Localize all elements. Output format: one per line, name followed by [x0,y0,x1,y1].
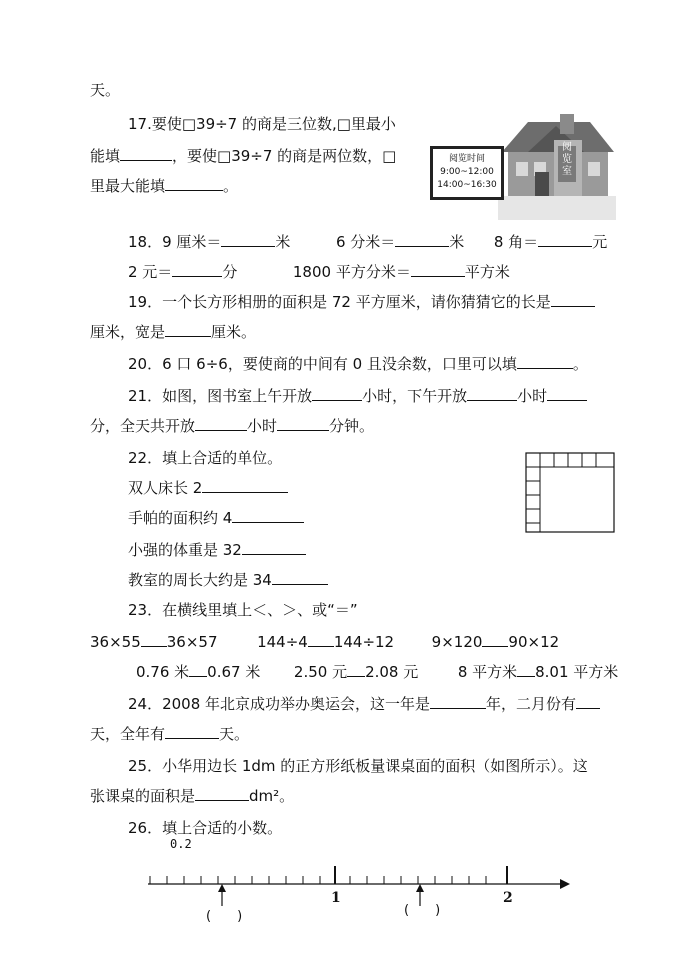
unit: 分 [222,263,238,281]
q24-text: 24．2008 年北京成功举办奥运会，这一年是 [128,695,431,713]
q19-line2 [90,322,256,342]
number-line [140,832,580,932]
q21-text: 小时 [247,417,278,435]
q21-text: 21．如图，图书室上午开放 [128,387,313,405]
answer-blank[interactable] [195,786,249,801]
answer-paren-2[interactable]: ( ) [404,903,441,918]
answer-blank[interactable] [232,508,304,523]
q25-line1: 25．小华用边长 1dm 的正方形纸板量课桌面的面积（如图所示）。这 [128,757,588,775]
answer-blank[interactable] [430,694,486,709]
answer-blank[interactable] [411,262,465,277]
answer-blank[interactable] [551,292,595,307]
answer-blank[interactable] [517,662,535,677]
q24-text: 天，全年有 [90,725,166,743]
q21-text: 分钟。 [329,417,375,435]
q22-item [128,508,304,528]
q22-item-text: 教室的周长大约是 34 [128,571,272,589]
answer-blank[interactable] [395,232,449,247]
compare-expr: 8 平方米 [457,663,518,681]
answer-blank[interactable] [202,478,288,493]
compare-expr: 36×55 [90,633,141,651]
compare-expr: 144÷4 [257,633,308,651]
compare-expr: 0.67 米 [207,663,261,681]
answer-blank[interactable] [308,632,334,647]
answer-blank[interactable] [467,386,517,401]
answer-blank[interactable] [189,662,207,677]
number-line-ticks [150,876,486,884]
compare-expr: 8.01 平方米 [535,663,619,681]
q25-text: 张课桌的面积是 [90,787,196,805]
answer-blank[interactable] [538,232,592,247]
answer-blank[interactable] [272,570,328,585]
answer-blank[interactable] [312,386,362,401]
q21-line2 [90,416,374,436]
building-sign: 阅览室 [562,142,572,177]
answer-blank[interactable] [221,232,275,247]
number-line-label-2: 2 [503,890,513,906]
q26-title: 26．填上合适的小数。 [128,819,283,837]
answer-blank[interactable] [195,416,247,431]
q25-line2 [90,786,294,806]
q17-text: 能填 [90,147,121,165]
number-line-label-1: 1 [331,890,341,906]
compare-expr: 144÷12 [333,633,395,651]
answer-blank[interactable] [165,176,223,191]
answer-blank[interactable] [172,262,222,277]
answer-blank[interactable] [482,632,508,647]
answer-blank[interactable] [242,540,306,555]
board-title: 阅览时间 [448,154,485,164]
unit: 米 [275,233,291,251]
q19-line1 [128,292,595,312]
q19-text: 厘米。 [211,323,257,341]
q21-text: 小时，下午开放 [362,387,468,405]
q22-item [128,478,288,498]
q23-row2 [136,662,618,682]
q19-text: 19．一个长方形相册的面积是 72 平方厘米，请你猜猜它的长是 [128,293,551,311]
q16-tail: 天。 [90,81,121,99]
q17-text: 。 [223,177,239,195]
q18-line1 [128,232,607,252]
q17-line3 [90,176,238,196]
compare-expr: 90×12 [508,633,560,651]
q17-text: ，要使□39÷7 的商是两位数，□ [172,147,397,165]
answer-blank[interactable] [277,416,329,431]
answer-blank[interactable] [141,632,167,647]
unit: 米 [449,233,465,251]
q21-line1 [128,386,587,406]
q18-b: 6 分米＝ [335,233,396,251]
number-line-arrow [560,879,570,889]
board-time-afternoon: 14:00~16:30 [437,180,497,190]
q23-title: 23．在横线里填上＜、＞、或“＝” [128,601,358,619]
answer-blank[interactable] [576,694,600,709]
answer-blank[interactable] [120,146,172,161]
q22-item [128,570,328,590]
q20-text: 20．6 口 6÷6，要使商的中间有 0 且没余数，口里可以填 [128,355,517,373]
q18-line2 [128,262,510,282]
q25-text: dm²。 [249,787,295,805]
up-arrow-icon [218,884,226,906]
unit: 平方米 [464,263,510,281]
q21-text: 分，全天共开放 [90,417,196,435]
q22-item-text: 小强的体重是 32 [128,541,242,559]
compare-expr: 0.76 米 [136,663,190,681]
q17-line2 [90,146,396,166]
q24-line2 [90,724,249,744]
compare-expr: 2.50 元 [293,663,348,681]
q22-item [128,540,306,560]
q24-line1 [128,694,600,714]
q18-c: 8 角＝ [493,233,539,251]
q18-a: 18．9 厘米＝ [128,233,222,251]
q22-title: 22．填上合适的单位。 [128,449,283,467]
q20-text: 。 [572,355,588,373]
q22-item-text: 手帕的面积约 4 [128,509,233,527]
q18-d: 2 元＝ [128,263,173,281]
answer-blank[interactable] [165,322,211,337]
unit: 元 [592,233,608,251]
q19-text: 厘米，宽是 [90,323,166,341]
q20-line1 [128,354,588,374]
q18-e: 1800 平方分米＝ [292,263,411,281]
answer-paren-1[interactable]: ( ) [206,909,243,924]
q24-text: 天。 [219,725,250,743]
q23-row1 [90,632,559,652]
compare-expr: 2.08 元 [365,663,419,681]
board-time-morning: 9:00~12:00 [440,167,494,177]
q24-text: 年，二月份有 [486,695,577,713]
q17-text: 里最大能填 [90,177,166,195]
q21-text: 小时 [517,387,548,405]
desk-grid-figure [525,452,617,534]
answer-blank[interactable] [517,354,573,369]
answer-blank[interactable] [547,386,587,401]
q22-item-text: 双人床长 2 [128,479,203,497]
q17-line1: 17.要使□39÷7 的商是三位数,□里最小 [128,115,396,133]
compare-expr: 36×57 [166,633,218,651]
number-line-label-start: 0.2 [170,837,192,851]
opening-hours-board [430,146,504,200]
answer-blank[interactable] [347,662,365,677]
answer-blank[interactable] [165,724,219,739]
compare-expr: 9×120 [431,633,483,651]
